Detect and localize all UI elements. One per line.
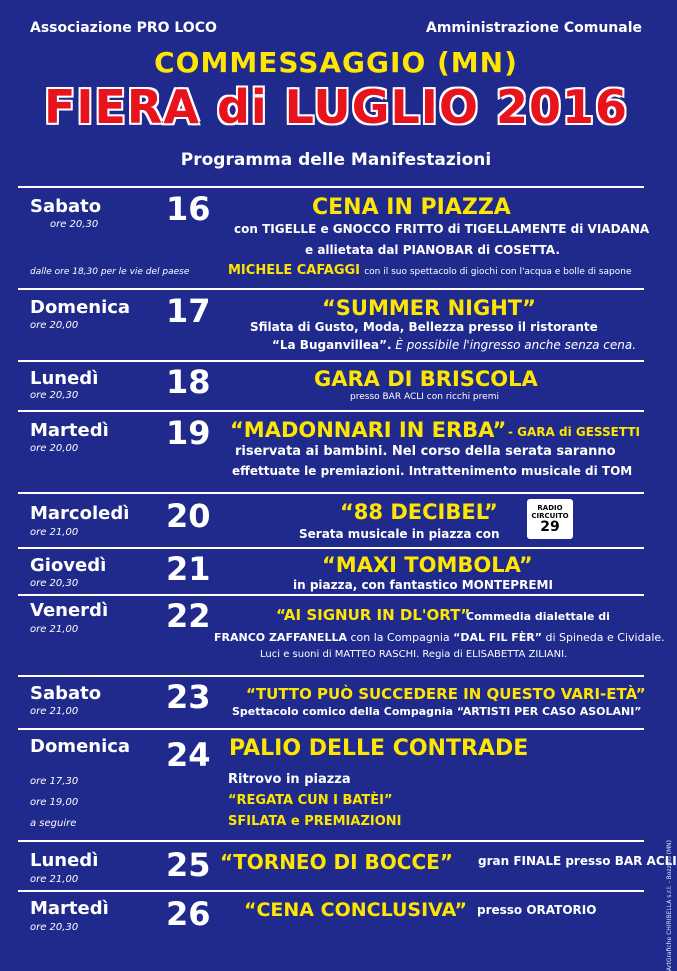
sep	[18, 840, 644, 842]
event-day: Lunedì	[30, 850, 99, 871]
subtitle: Programma delle Manifestazioni	[180, 150, 492, 170]
event-desc: riservata ai bambini. Nel corso della serata saranno	[235, 444, 616, 459]
desc-part: di VIADANA	[566, 222, 650, 236]
event-title-extra: gran FINALE presso BAR ACLI	[478, 854, 677, 868]
event-extra-time: dalle ore 18,30 per le vie del paese	[30, 267, 190, 277]
event-number: 17	[166, 292, 211, 330]
extra-text: con il suo spettacolo di giochi con l'acqua e bolle di sapone	[364, 267, 632, 277]
desc-part: FRANCO ZAFFANELLA	[214, 631, 347, 644]
event-time: ore 21,00	[30, 527, 79, 538]
event-extra	[228, 263, 631, 278]
event-number: 16	[166, 190, 211, 228]
event-number: 19	[166, 414, 211, 452]
printer-credit: ArtGrafiche CHIRIBELLA s.r.l. - Bozzolo (MN)	[666, 840, 673, 971]
event-time: ore 20,30	[30, 922, 79, 933]
event-time: ore 17,30	[30, 776, 79, 787]
sep	[18, 186, 644, 188]
event-title: “CENA CONCLUSIVA”	[244, 899, 468, 921]
event-time: ore 21,00	[30, 874, 79, 885]
event-number: 18	[166, 363, 211, 401]
event-desc: presso BAR ACLI con ricchi premi	[350, 392, 499, 402]
desc-part: È possibile l'ingresso anche senza cena.	[391, 338, 637, 352]
event-number: 26	[166, 895, 211, 933]
event-desc: effettuate le premiazioni. Intrattenimento musicale di TOM	[232, 464, 633, 478]
desc-part: di Spineda e Cividale.	[542, 631, 665, 644]
sep	[18, 410, 644, 412]
sep	[18, 492, 644, 494]
event-number: 24	[166, 736, 211, 774]
header-left: Associazione PRO LOCO	[30, 20, 217, 36]
event-desc: Serata musicale in piazza con	[299, 527, 500, 541]
event-time: ore 21,00	[30, 624, 79, 635]
event-time: ore 19,00	[30, 797, 79, 808]
event-day: Lunedì	[30, 368, 99, 389]
event-title: “88 DECIBEL”	[340, 500, 498, 524]
event-day: Venerdì	[30, 600, 109, 621]
desc-part: PIANOBAR	[402, 243, 474, 257]
event-desc: in piazza, con fantastico MONTEPREMI	[293, 578, 553, 592]
event-title: GARA DI BRISCOLA	[314, 367, 538, 391]
event-title: “MAXI TOMBOLA”	[322, 553, 533, 577]
event-title: CENA IN PIAZZA	[312, 195, 511, 220]
event-number: 20	[166, 497, 211, 535]
desc-part: “La Buganvillea”.	[272, 338, 392, 352]
radio-logo-top: RADIO	[537, 504, 563, 512]
desc-part: “DAL FIL FÈR”	[453, 631, 543, 644]
radio-logo-num: 29	[540, 519, 560, 535]
extra-name: MICHELE CAFAGGI	[228, 263, 360, 278]
event-title: “MADONNARI IN ERBA”	[230, 418, 507, 442]
event-desc: Sfilata di Gusto, Moda, Bellezza presso il ristorante	[250, 320, 598, 334]
desc-part: e allietata dal	[305, 243, 403, 257]
sep	[18, 675, 644, 677]
event-number: 22	[166, 597, 211, 635]
event-time: ore 20,30	[50, 219, 99, 230]
event-day: Domenica	[30, 297, 131, 318]
event-day: Martedì	[30, 420, 109, 441]
event-desc	[234, 222, 649, 236]
event-title: PALIO DELLE CONTRADE	[229, 736, 529, 761]
event-day: Domenica	[30, 736, 131, 757]
sep	[18, 594, 644, 596]
event-desc: Luci e suoni di MATTEO RASCHI. Regia di ELISABETTA ZILIANI.	[260, 649, 568, 660]
desc-part: con la Compagnia	[346, 631, 454, 644]
event-title: “TORNEO DI BOCCE”	[220, 850, 453, 874]
sep	[18, 728, 644, 730]
event-time: ore 20,30	[30, 390, 79, 401]
header-right: Amministrazione Comunale	[425, 20, 642, 36]
page-title: FIERA di LUGLIO 2016	[43, 80, 629, 134]
event-desc: SFILATA e PREMIAZIONI	[228, 814, 402, 829]
event-day: Sabato	[30, 683, 102, 704]
event-number: 21	[166, 550, 211, 588]
desc-part: con TIGELLE e GNOCCO FRITTO di	[234, 222, 465, 236]
event-time: ore 20,00	[30, 320, 79, 331]
event-desc	[305, 243, 560, 257]
event-desc	[272, 338, 636, 352]
event-desc: Ritrovo in piazza	[228, 772, 351, 787]
event-number: 23	[166, 678, 211, 716]
event-day: Martedì	[30, 898, 109, 919]
event-title-extra: Commedia dialettale di	[466, 610, 610, 623]
event-title: “TUTTO PUÒ SUCCEDERE IN QUESTO VARI-ETÀ”	[246, 685, 646, 703]
event-title: “AI SIGNUR IN DL'ORT”	[276, 606, 471, 624]
event-desc: Spettacolo comico della Compagnia “ARTISTI PER CASO ASOLANI”	[232, 705, 642, 718]
sep	[18, 547, 644, 549]
event-title-extra: - GARA di GESSETTI	[508, 425, 640, 439]
event-desc	[214, 631, 665, 644]
sep	[18, 288, 644, 290]
event-title-extra: presso ORATORIO	[477, 903, 597, 917]
event-time: ore 20,00	[30, 443, 79, 454]
event-time: ore 21,00	[30, 706, 79, 717]
desc-part: di COSETTA.	[473, 243, 560, 257]
sep	[18, 890, 644, 892]
event-title: “SUMMER NIGHT”	[322, 296, 536, 320]
town-title: COMMESSAGGIO (MN)	[154, 46, 518, 79]
event-time: a seguire	[30, 818, 77, 829]
event-day: Marcoledì	[30, 503, 130, 524]
event-desc: “REGATA CUN I BATÈI”	[228, 793, 393, 808]
radio-logo-mid: CIRCUITO	[531, 512, 569, 520]
event-day: Giovedì	[30, 555, 107, 576]
sep	[18, 360, 644, 362]
radio-logo	[527, 499, 573, 539]
event-day: Sabato	[30, 196, 102, 217]
desc-part: TIGELLAMENTE	[464, 222, 567, 236]
event-time: ore 20,30	[30, 578, 79, 589]
event-number: 25	[166, 846, 211, 884]
